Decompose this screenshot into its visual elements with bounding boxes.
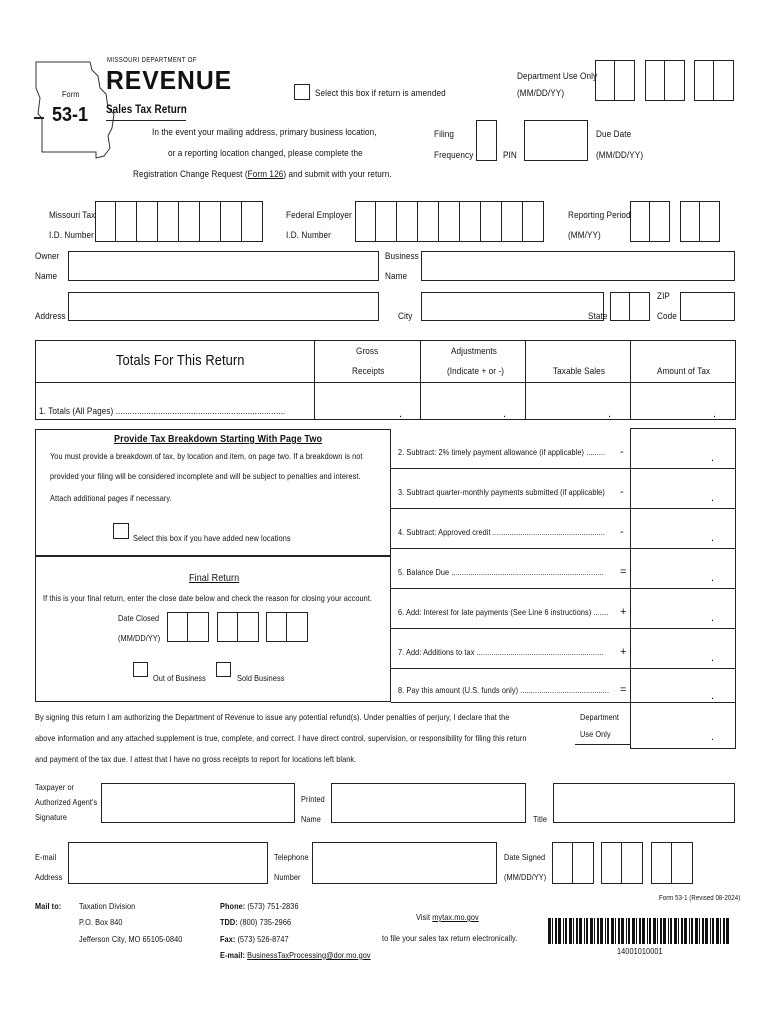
business-name-label: Name: [385, 271, 408, 282]
new-locations-label: Select this box if you have added new locations: [133, 533, 291, 543]
reporting-period-year-boxes[interactable]: [680, 201, 720, 242]
fed-id-label: I.D. Number: [286, 230, 331, 241]
line-3-amount-field[interactable]: .: [711, 492, 715, 504]
signature-field[interactable]: [101, 783, 295, 823]
line-4-amount-field[interactable]: .: [711, 532, 715, 544]
col-adj-1: Adjustments: [451, 346, 497, 357]
date-signed-format: (MM/DD/YY): [504, 872, 547, 882]
totals-heading: Totals For This Return: [116, 352, 245, 369]
col-adj-2: (Indicate + or -): [447, 366, 505, 377]
final-heading: Final Return: [189, 572, 240, 584]
zip-field[interactable]: [680, 292, 735, 321]
visit-line: Visit mytax.mo.gov: [416, 912, 479, 922]
form-label: Form: [62, 89, 80, 99]
pin-box[interactable]: [524, 120, 588, 161]
phone-label-2: Number: [274, 872, 301, 882]
address-label: Address: [35, 311, 66, 322]
line1-gross-receipts[interactable]: .: [399, 408, 403, 420]
line-7-sign: +: [620, 646, 627, 658]
sig-label-2: Authorized Agent's: [35, 797, 98, 807]
date-closed-month-boxes[interactable]: [167, 612, 209, 642]
email-line: E-mail: BusinessTaxProcessing@dor.mo.gov: [220, 950, 371, 960]
col-taxable: Taxable Sales: [553, 366, 605, 377]
printed-name-label: Name: [301, 814, 321, 824]
state-label: State: [588, 311, 608, 322]
line-4-label: 4. Subtract: Approved credit .....................................................: [398, 527, 605, 537]
line-8-sign: =: [620, 684, 627, 696]
form-number: 53-1: [52, 104, 89, 126]
line-2-amount-field[interactable]: .: [711, 452, 715, 464]
sig-label-1: Taxpayer or: [35, 782, 75, 792]
line-6-sign: +: [620, 606, 627, 618]
date-closed-day-boxes[interactable]: [217, 612, 259, 642]
out-of-business-checkbox[interactable]: [133, 662, 148, 677]
amended-checkbox[interactable]: [294, 84, 310, 100]
email-label-2: Address: [35, 872, 63, 882]
business-label: Business: [385, 251, 419, 262]
state-boxes[interactable]: [610, 292, 650, 321]
due-date-format: (MM/DD/YY): [596, 150, 644, 161]
mail-address-2: P.O. Box 840: [79, 917, 123, 927]
col-gross-2: Receipts: [352, 366, 385, 377]
reporting-period-format: (MM/YY): [568, 230, 601, 241]
phone-label-1: Telephone: [274, 852, 309, 862]
attest-text-3: and payment of the tax due. I attest that I have no gross receipts to report for locations left blank.: [35, 754, 357, 764]
zip-code-label: Code: [657, 311, 677, 322]
mail-address-1: Taxation Division: [79, 901, 136, 911]
dept-use-only-1: Department: [580, 712, 620, 722]
mo-tax-label: Missouri Tax: [49, 210, 96, 221]
owner-name-field[interactable]: [68, 251, 379, 281]
tdd-line: TDD: (800) 735-2966: [220, 917, 292, 927]
filing-label: Filing: [434, 129, 455, 140]
line1-amount-of-tax[interactable]: .: [713, 408, 717, 420]
date-closed-year-boxes[interactable]: [266, 612, 308, 642]
amended-label: Select this box if return is amended: [315, 88, 446, 99]
due-date-label: Due Date: [596, 129, 632, 140]
zip-label: ZIP: [657, 291, 670, 302]
sold-business-label: Sold Business: [237, 673, 285, 683]
pin-label: PIN: [503, 150, 517, 161]
barcode: [548, 918, 730, 944]
owner-name-label: Name: [35, 271, 58, 282]
dept-use-label: Department Use Only: [517, 71, 598, 82]
city-label: City: [398, 311, 413, 322]
mailing-notice-2: or a reporting location changed, please complete the: [168, 148, 363, 159]
attest-text-1: By signing this return I am authorizing the Department of Revenue to issue any potential refund(s). Under penalties of perjury, I declare that the: [35, 712, 510, 722]
agency-logo: REVENUE: [106, 65, 233, 95]
date-closed-label: Date Closed: [118, 613, 160, 623]
dor-email-link[interactable]: BusinessTaxProcessing@dor.mo.gov: [247, 950, 371, 960]
frequency-label: Frequency: [434, 150, 474, 161]
breakdown-text-1: You must provide a breakdown of tax, by location and item, on page two. If a breakdown is not: [50, 451, 363, 461]
new-locations-checkbox[interactable]: [113, 523, 129, 539]
line-2-sign: -: [620, 446, 624, 458]
dept-use-format: (MM/DD/YY): [517, 88, 565, 99]
email-field[interactable]: [68, 842, 268, 884]
reporting-period-label: Reporting Period: [568, 210, 631, 221]
reporting-period-month-boxes[interactable]: [630, 201, 670, 242]
dept-use-date-boxes-2[interactable]: [645, 60, 685, 101]
agency-line: MISSOURI DEPARTMENT OF: [107, 57, 197, 64]
dept-use-only-2: Use Only: [580, 729, 611, 739]
title-label: Title: [533, 814, 547, 824]
line-8-amount-field[interactable]: .: [711, 690, 715, 702]
dept-use-date-boxes[interactable]: [595, 60, 635, 101]
date-signed-year-boxes[interactable]: [651, 842, 693, 884]
date-signed-day-boxes[interactable]: [601, 842, 643, 884]
sold-business-checkbox[interactable]: [216, 662, 231, 677]
city-field[interactable]: [421, 292, 604, 321]
phone-line: Phone: (573) 751-2836: [220, 901, 299, 911]
line-5-label: 5. Balance Due ........................................................................: [398, 567, 604, 577]
mailing-notice-1: In the event your mailing address, primary business location,: [152, 127, 377, 138]
line-4-sign: -: [620, 526, 624, 538]
line-6-label: 6. Add: Interest for late payments (See Line 6 instructions) .......: [398, 607, 609, 617]
date-signed-label: Date Signed: [504, 852, 546, 862]
sig-label-3: Signature: [35, 812, 68, 822]
line1-label: 1. Totals (All Pages) ........................................................................: [39, 406, 286, 417]
line-3-label: 3. Subtract quarter-monthly payments submitted (if applicable): [398, 487, 605, 497]
col-gross-1: Gross: [356, 346, 379, 357]
fax-line: Fax: (573) 526-8747: [220, 934, 289, 944]
fed-employer-label: Federal Employer: [286, 210, 352, 221]
email-label-1: E-mail: [35, 852, 57, 862]
mail-address-3: Jefferson City, MO 65105-0840: [79, 934, 183, 944]
line-6-amount-field[interactable]: .: [711, 612, 715, 624]
col-amount: Amount of Tax: [657, 366, 711, 377]
title-field[interactable]: [553, 783, 735, 823]
breakdown-text-3: Attach additional pages if necessary.: [50, 493, 172, 503]
line-2-label: 2. Subtract: 2% timely payment allowance (if applicable) .........: [398, 447, 606, 457]
address-field[interactable]: [68, 292, 379, 321]
visit-line-2: to file your sales tax return electronically.: [382, 933, 518, 943]
line1-adjustments[interactable]: .: [503, 408, 507, 420]
out-of-business-label: Out of Business: [153, 673, 206, 683]
barcode-number: 14001010001: [617, 946, 663, 956]
breakdown-heading: Provide Tax Breakdown Starting With Page Two: [114, 433, 323, 445]
breakdown-text-2: provided your filing will be considered incomplete and will be subject to penalties and interest.: [50, 471, 361, 481]
mo-tax-id-boxes[interactable]: [95, 201, 263, 242]
printed-name-field[interactable]: [331, 783, 526, 823]
fed-employer-id-boxes[interactable]: [355, 201, 544, 242]
mo-id-number-label: I.D. Number: [49, 230, 94, 241]
line-5-sign: =: [620, 566, 627, 578]
mytax-link[interactable]: mytax.mo.gov: [432, 912, 479, 922]
printed-label: Printed: [301, 794, 325, 804]
line-8-label: 8. Pay this amount (U.S. funds only) ..........................................: [398, 685, 610, 695]
business-name-field[interactable]: [421, 251, 735, 281]
date-closed-format: (MM/DD/YY): [118, 633, 161, 643]
attest-text-2: above information and any attached supplement is true, complete, and correct. I have direct control, supervision, or responsibility for filing this return: [35, 733, 527, 743]
line-3-sign: -: [620, 486, 624, 498]
form-title: Sales Tax Return: [106, 104, 187, 116]
line-7-amount-field[interactable]: .: [711, 652, 715, 664]
line-5-amount-field[interactable]: .: [711, 572, 715, 584]
owner-label: Owner: [35, 251, 60, 262]
filing-frequency-box[interactable]: [476, 120, 497, 161]
final-text: If this is your final return, enter the close date below and check the reason for closing your account.: [43, 593, 373, 603]
date-signed-month-boxes[interactable]: [552, 842, 594, 884]
line1-taxable-sales[interactable]: .: [608, 408, 612, 420]
line-7-label: 7. Add: Additions to tax ............................................................: [398, 647, 604, 657]
form-126-link[interactable]: Form 126: [247, 169, 284, 180]
telephone-field[interactable]: [312, 842, 497, 884]
mail-to-label: Mail to:: [35, 901, 62, 911]
form-revised: Form 53-1 (Revised 08-2024): [659, 895, 741, 902]
dept-use-date-boxes-3[interactable]: [694, 60, 734, 101]
mailing-notice-3: Registration Change Request (Form 126) and submit with your return.: [133, 169, 392, 180]
